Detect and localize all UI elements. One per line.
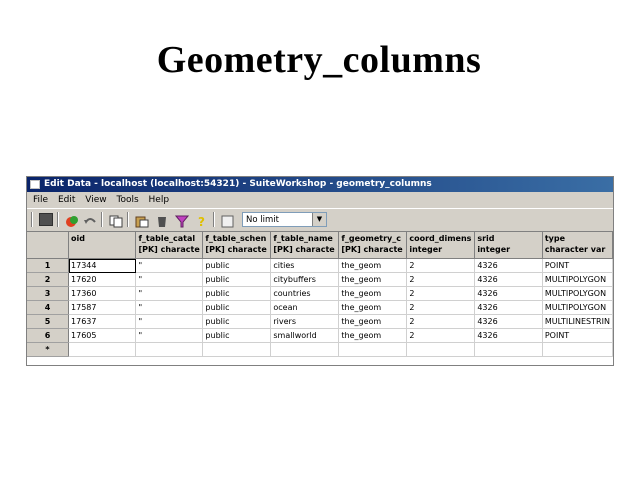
cell-srid[interactable]: 4326 <box>475 287 543 301</box>
cell-f-table-catalog[interactable]: " <box>136 315 203 329</box>
chevron-down-icon[interactable]: ▼ <box>312 213 326 226</box>
menu-tools[interactable]: Tools <box>116 195 139 205</box>
delete-icon[interactable] <box>155 213 169 226</box>
row-number[interactable]: 1 <box>27 259 69 273</box>
menu-bar <box>27 193 613 207</box>
filter-icon[interactable] <box>175 213 189 226</box>
row-number[interactable]: 5 <box>27 315 69 329</box>
column-header-f-table-catalog[interactable]: f_table_catal [PK] characte <box>136 232 203 259</box>
slide-title: Geometry_columns <box>156 39 482 81</box>
cell-f-table-schema[interactable]: public <box>203 273 271 287</box>
new-cell[interactable] <box>271 343 339 357</box>
data-grid <box>27 232 613 365</box>
cell-f-table-schema[interactable]: public <box>203 259 271 273</box>
column-header-coord-dimension[interactable]: coord_dimens integer <box>407 232 475 259</box>
grid-header-row <box>27 232 613 259</box>
new-cell[interactable] <box>542 343 612 357</box>
cell-coord-dimension[interactable]: 2 <box>407 259 475 273</box>
cell-f-table-catalog[interactable]: " <box>136 273 203 287</box>
row-limit-select[interactable] <box>242 212 327 227</box>
cell-coord-dimension[interactable]: 2 <box>407 301 475 315</box>
cell-srid[interactable]: 4326 <box>475 273 543 287</box>
new-cell[interactable] <box>407 343 475 357</box>
table-row <box>27 287 613 301</box>
cell-f-table-name[interactable]: smallworld <box>271 329 339 343</box>
cell-type[interactable]: MULTILINESTRIN <box>542 315 612 329</box>
cell-type[interactable]: POINT <box>542 329 612 343</box>
edit-data-window <box>26 176 614 366</box>
cell-f-geometry-column[interactable]: the_geom <box>339 259 407 273</box>
window-title: Edit Data - localhost (localhost:54321) - SuiteWorkshop - geometry_columns <box>44 179 432 189</box>
column-header-oid[interactable]: oid <box>69 232 136 259</box>
cell-f-table-schema[interactable]: public <box>203 329 271 343</box>
column-header-f-table-schema[interactable]: f_table_schen [PK] characte <box>203 232 271 259</box>
row-limit-value: No limit <box>246 215 279 225</box>
cell-srid[interactable]: 4326 <box>475 301 543 315</box>
table-row <box>27 273 613 287</box>
refresh-icon[interactable] <box>65 213 79 226</box>
cell-coord-dimension[interactable]: 2 <box>407 287 475 301</box>
cell-oid[interactable]: 17344 <box>69 259 136 273</box>
cell-f-table-name[interactable]: ocean <box>271 301 339 315</box>
cell-coord-dimension[interactable]: 2 <box>407 273 475 287</box>
window-titlebar[interactable] <box>27 177 613 192</box>
new-cell[interactable] <box>69 343 136 357</box>
table-row <box>27 301 613 315</box>
column-header-srid[interactable]: srid integer <box>475 232 543 259</box>
copy-icon[interactable] <box>109 213 123 226</box>
column-header-f-geometry-column[interactable]: f_geometry_c [PK] characte <box>339 232 407 259</box>
table-row <box>27 329 613 343</box>
cell-oid[interactable]: 17587 <box>69 301 136 315</box>
row-number[interactable]: 6 <box>27 329 69 343</box>
undo-icon[interactable] <box>83 213 97 226</box>
column-header-type[interactable]: type character var <box>542 232 612 259</box>
new-row-marker[interactable]: * <box>27 343 69 357</box>
toolbar <box>27 208 613 232</box>
cell-srid[interactable]: 4326 <box>475 329 543 343</box>
cell-oid[interactable]: 17637 <box>69 315 136 329</box>
new-cell[interactable] <box>136 343 203 357</box>
cell-srid[interactable]: 4326 <box>475 259 543 273</box>
paste-icon[interactable] <box>135 213 149 226</box>
toolbar-separator <box>101 212 103 227</box>
cell-f-table-catalog[interactable]: " <box>136 301 203 315</box>
help-icon[interactable] <box>195 213 209 226</box>
cell-f-table-name[interactable]: citybuffers <box>271 273 339 287</box>
cell-f-table-catalog[interactable]: " <box>136 259 203 273</box>
new-row <box>27 343 613 357</box>
row-number[interactable]: 4 <box>27 301 69 315</box>
row-number[interactable]: 2 <box>27 273 69 287</box>
cell-f-table-name[interactable]: cities <box>271 259 339 273</box>
cell-f-geometry-column[interactable]: the_geom <box>339 329 407 343</box>
cell-f-table-name[interactable]: rivers <box>271 315 339 329</box>
cell-f-table-name[interactable]: countries <box>271 287 339 301</box>
menu-edit[interactable]: Edit <box>57 195 76 205</box>
row-number[interactable]: 3 <box>27 287 69 301</box>
cell-srid[interactable]: 4326 <box>475 315 543 329</box>
grid-icon[interactable] <box>39 213 53 226</box>
cell-coord-dimension[interactable]: 2 <box>407 329 475 343</box>
cell-f-table-schema[interactable]: public <box>203 287 271 301</box>
cell-oid[interactable]: 17360 <box>69 287 136 301</box>
toolbar-separator <box>57 212 59 227</box>
menu-view[interactable]: View <box>85 195 107 205</box>
cell-f-table-schema[interactable]: public <box>203 315 271 329</box>
column-header-f-table-name[interactable]: f_table_name [PK] characte <box>271 232 339 259</box>
new-cell[interactable] <box>339 343 407 357</box>
cell-f-table-catalog[interactable]: " <box>136 329 203 343</box>
cell-type[interactable]: MULTIPOLYGON <box>542 301 612 315</box>
limit-icon <box>221 213 235 226</box>
new-cell[interactable] <box>203 343 271 357</box>
cell-f-table-schema[interactable]: public <box>203 301 271 315</box>
cell-f-geometry-column[interactable]: the_geom <box>339 301 407 315</box>
table-row <box>27 259 613 273</box>
toolbar-separator <box>213 212 215 227</box>
window-app-icon <box>30 180 40 189</box>
corner-cell[interactable] <box>27 232 69 259</box>
cell-oid[interactable]: 17620 <box>69 273 136 287</box>
menu-file[interactable]: File <box>33 195 49 205</box>
cell-oid[interactable]: 17605 <box>69 329 136 343</box>
cell-type[interactable]: MULTIPOLYGON <box>542 273 612 287</box>
cell-f-geometry-column[interactable]: the_geom <box>339 273 407 287</box>
cell-type[interactable]: POINT <box>542 259 612 273</box>
cell-f-geometry-column[interactable]: the_geom <box>339 287 407 301</box>
toolbar-separator <box>127 212 129 227</box>
cell-type[interactable]: MULTIPOLYGON <box>542 287 612 301</box>
new-cell[interactable] <box>475 343 543 357</box>
toolbar-grip <box>31 212 33 227</box>
svg-text:?: ? <box>198 215 205 228</box>
cell-coord-dimension[interactable]: 2 <box>407 315 475 329</box>
table-row <box>27 315 613 329</box>
cell-f-table-catalog[interactable]: " <box>136 287 203 301</box>
menu-help[interactable]: Help <box>148 195 170 205</box>
cell-f-geometry-column[interactable]: the_geom <box>339 315 407 329</box>
